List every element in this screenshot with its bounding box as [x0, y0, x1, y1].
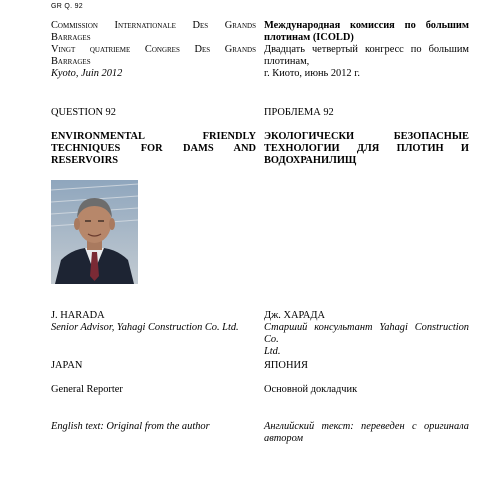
author-name-right: Дж. ХАРАДА — [264, 310, 326, 321]
title-left — [51, 131, 256, 167]
header-left-line5: Kyoto, Juin 2012 — [51, 68, 123, 79]
header-left-line2: Barrages — [51, 32, 91, 43]
author-photo-illustration — [51, 180, 138, 284]
title-left-line3: RESERVOIRS — [51, 155, 118, 166]
header-right-line2: плотинам (ICOLD) — [264, 32, 354, 43]
photo-ear-right — [109, 218, 115, 230]
author-role-right-line1: Старший консультант Yahagi Construction Co. — [264, 322, 469, 345]
note-right — [264, 421, 469, 445]
country-right: ЯПОНИЯ — [264, 360, 308, 371]
author-right — [264, 310, 469, 358]
header-left-line3: Vingt quatrieme Congres Des Grands — [51, 44, 256, 55]
header-right-line5: г. Киото, июнь 2012 г. — [264, 68, 360, 79]
author-role-right-line2: Ltd. — [264, 346, 281, 357]
author-left — [51, 310, 256, 334]
title-left-line2: TECHNIQUES FOR DAMS AND — [51, 143, 256, 154]
reporter-right: Основной докладчик — [264, 384, 358, 395]
title-right — [264, 131, 469, 167]
country-left: JAPAN — [51, 360, 83, 371]
author-photo — [51, 180, 138, 284]
photo-ear-left — [74, 218, 80, 230]
title-right-line3: ВОДОХРАНИЛИЩ — [264, 155, 357, 166]
title-right-line1: ЭКОЛОГИЧЕСКИ БЕЗОПАСНЫЕ — [264, 131, 469, 142]
title-right-line2: ТЕХНОЛОГИИ ДЛЯ ПЛОТИН И — [264, 143, 469, 154]
note-right-line1: Английский текст: переведен с оригинала — [264, 421, 469, 432]
title-left-line1: ENVIRONMENTAL FRIENDLY — [51, 131, 256, 142]
header-right-line3: Двадцать четвертый конгресс по большим — [264, 44, 469, 55]
question-right: ПРОБЛЕМА 92 — [264, 107, 334, 118]
note-right-line2: автором — [264, 433, 304, 444]
author-name-left: J. HARADA — [51, 310, 105, 321]
header-right-line4: плотинам, — [264, 56, 310, 67]
header-right-line1: Международная комиссия по большим — [264, 20, 469, 31]
header-right — [264, 20, 469, 80]
header-left-line1: Commission Internationale Des Grands — [51, 20, 256, 31]
header-left — [51, 20, 256, 80]
page-code: GR Q. 92 — [51, 3, 83, 10]
header-left-line4: Barrages — [51, 56, 91, 67]
reporter-left: General Reporter — [51, 384, 123, 395]
note-left: English text: Original from the author — [51, 421, 210, 432]
question-left: QUESTION 92 — [51, 107, 116, 118]
author-role-left: Senior Advisor, Yahagi Construction Co. Ltd. — [51, 322, 239, 333]
